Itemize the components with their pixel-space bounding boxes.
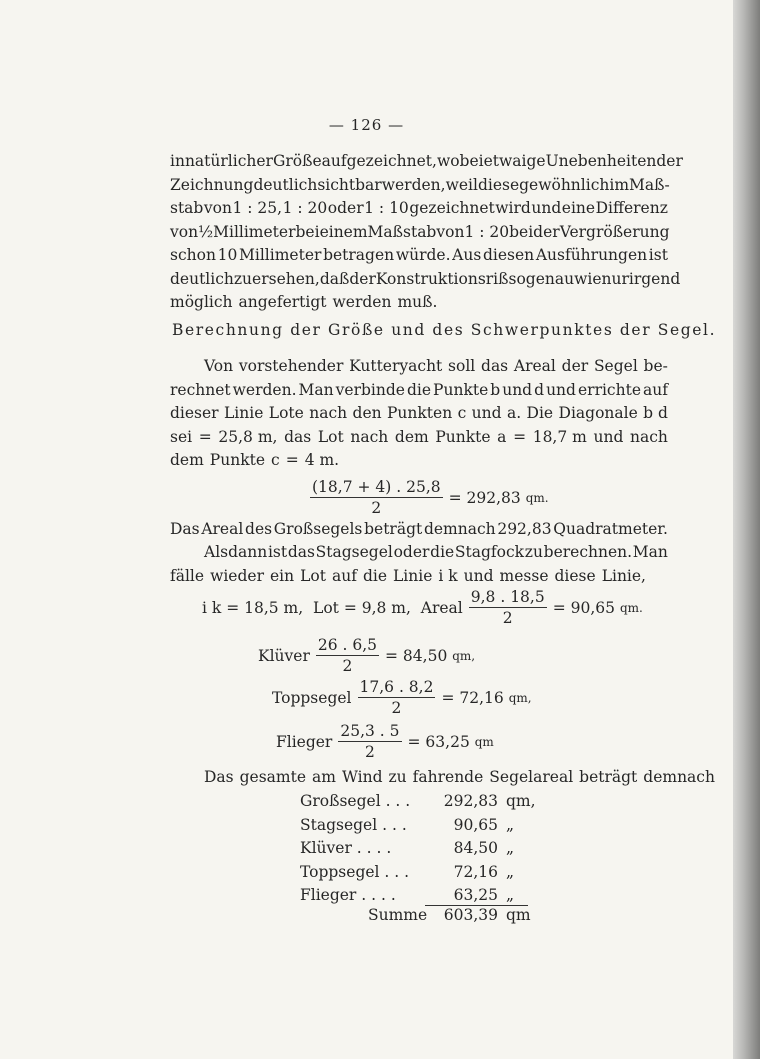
word: = [285, 451, 299, 469]
word: 4 m. [304, 451, 340, 469]
formula-denominator: 2 [342, 657, 353, 675]
word: Punkte [433, 380, 489, 399]
formula-result: = 63,25 [407, 732, 470, 751]
word: schon [170, 246, 216, 264]
word: Kutteryacht [349, 357, 443, 375]
word: a. [506, 404, 522, 422]
sail-name: Toppsegel . . . [300, 862, 410, 881]
word: die [406, 380, 432, 399]
table-row [300, 814, 546, 838]
word: sei [170, 427, 193, 446]
word: d [534, 380, 545, 399]
formula-result: = 292,83 [448, 488, 521, 507]
word: dieser [170, 404, 219, 422]
sail-area-unit: „ [506, 839, 515, 857]
word: daß [319, 269, 350, 288]
word: gezeichnet [409, 199, 495, 217]
word: 18,7 m [532, 427, 587, 446]
word: Man [298, 380, 334, 399]
sail-area-unit: qm, [506, 792, 536, 810]
word: in [170, 152, 185, 170]
word: Segel [593, 357, 638, 375]
word: und [531, 199, 562, 217]
word: eine [561, 199, 596, 217]
word: zu [524, 543, 543, 561]
word: Maß- [629, 175, 670, 194]
word: Linie [224, 404, 264, 422]
word: demnach [643, 768, 715, 786]
word: verbinde [335, 380, 405, 399]
sail-area-value: 72,16 [453, 862, 498, 881]
paragraph-grosssegel-result [170, 518, 668, 542]
word: werden, [381, 175, 446, 194]
word: Großsegels [273, 520, 363, 538]
word: Ausführungen [535, 246, 648, 264]
word: 1 : 25, [232, 199, 283, 217]
word: nach [630, 427, 668, 446]
word: rechnet [170, 380, 231, 399]
word: Punkte [435, 427, 491, 446]
table-row [300, 884, 546, 908]
text-line [170, 244, 668, 268]
word: der [561, 357, 589, 375]
book-edge [733, 0, 760, 1059]
text-line [170, 221, 668, 245]
word: Lote [268, 404, 304, 422]
text-line [170, 426, 668, 450]
word: die [362, 566, 387, 585]
formula-kluever [258, 636, 475, 675]
word: zu [388, 768, 407, 786]
word: diese [477, 175, 520, 194]
table-row [300, 790, 546, 814]
text-line [170, 197, 668, 221]
word: das [287, 543, 315, 561]
word: ist [648, 246, 668, 264]
word: stab [170, 199, 204, 217]
sail-name: Stagsegel . . . [300, 815, 407, 834]
word: Die [526, 404, 554, 422]
formula-numerator: 17,6 . 8,2 [359, 678, 434, 696]
text-line [170, 291, 668, 315]
word: am [312, 768, 336, 786]
word: wieder [210, 566, 264, 585]
word: oder [393, 543, 430, 561]
word: der [656, 152, 683, 170]
formula-prefix: i k = 18,5 m, Lot = 9,8 m, Areal [202, 598, 463, 617]
word: beträgt [579, 768, 638, 786]
word: be- [643, 357, 668, 375]
word: oder [327, 199, 364, 217]
word: Größe [272, 152, 322, 170]
word: Differenz [595, 199, 668, 217]
formula-unit: qm, [508, 690, 532, 705]
word: und [502, 380, 533, 399]
word: Man [632, 543, 668, 561]
formula-numerator: (18,7 + 4) . 25,8 [312, 478, 441, 496]
text-line [170, 150, 683, 174]
formula-denominator: 2 [502, 609, 513, 627]
formula-denominator: 2 [371, 499, 382, 517]
word: diesen [482, 246, 535, 264]
formula-stagsegel [202, 588, 643, 627]
page-number: — 126 — [328, 116, 405, 134]
formula-result: = 90,65 [552, 598, 616, 617]
formula-numerator: 26 . 6,5 [317, 636, 378, 654]
word: berechnen. [543, 543, 633, 561]
text-line [170, 766, 715, 790]
word: irgend [628, 269, 681, 288]
table-row [300, 837, 546, 861]
formula-grosssegel [304, 478, 549, 517]
word: Stagfock [454, 543, 525, 561]
word: b d [643, 404, 668, 422]
word: den [352, 404, 382, 422]
word: 1 : 20 [464, 222, 510, 241]
word: würde. [395, 246, 451, 264]
word: 292,83 [497, 520, 552, 538]
text-line [170, 518, 668, 542]
word: und [463, 566, 494, 585]
word: Unebenheiten [545, 152, 657, 170]
word: das [481, 357, 509, 375]
word: Segelareal [489, 768, 574, 786]
word: bei [509, 222, 534, 241]
word: Stagsegel [315, 543, 393, 561]
formula-denominator: 2 [391, 699, 402, 717]
word: = [198, 427, 212, 446]
text-line [170, 379, 668, 403]
table-row [300, 861, 546, 885]
word: Millimeter [239, 246, 322, 264]
sail-area-table [300, 790, 546, 908]
sail-area-unit: „ [506, 886, 515, 904]
text-line [170, 541, 668, 565]
word: nach [350, 427, 389, 446]
paragraph-total [170, 766, 715, 790]
word: fahrende [412, 768, 484, 786]
word: gewöhnlich [519, 175, 610, 194]
word: Punkte [209, 451, 265, 469]
word: Alsdann [204, 543, 268, 561]
word: Zeichnung [170, 175, 254, 194]
word: wobei [436, 152, 484, 170]
word: Von [204, 357, 234, 375]
word: messe [499, 566, 549, 585]
word: beträgt [364, 520, 423, 538]
word: einem [319, 222, 368, 241]
formula-label: Flieger [276, 732, 333, 751]
word: Punkten [387, 404, 453, 422]
word: Maßstab [367, 222, 437, 241]
word: wie [574, 269, 602, 288]
text-line [170, 174, 668, 198]
word: a [497, 427, 507, 446]
word: im [609, 175, 630, 194]
sail-name: Klüver . . . . [300, 839, 392, 857]
text-line [170, 268, 681, 292]
word: und [546, 380, 576, 399]
word: 25,8 m, [218, 427, 278, 446]
word: Lot [317, 427, 344, 446]
word: Millimeter [213, 222, 296, 241]
word: der [533, 222, 560, 241]
word: Wind [341, 768, 383, 786]
word: wird [495, 199, 531, 217]
word: deutlich [170, 269, 234, 288]
sail-name: Flieger . . . . [300, 886, 396, 904]
formula-label: Klüver [258, 646, 310, 665]
word: ist [267, 543, 288, 561]
word: von [436, 222, 465, 241]
word: zu [233, 269, 253, 288]
word: natürlicher [184, 152, 273, 170]
word: angefertigt [238, 293, 327, 311]
word: ein [269, 566, 295, 585]
word: fälle [170, 566, 205, 585]
word: Linie [393, 566, 433, 585]
formula-unit: qm. [525, 490, 549, 505]
word: von [203, 199, 232, 217]
word: das [284, 427, 312, 446]
paragraph-kutter [170, 355, 668, 473]
sail-name: Großsegel . . . [300, 792, 411, 810]
word: Quadratmeter. [553, 520, 668, 538]
text-line [170, 449, 668, 473]
word: gesamte [239, 768, 307, 786]
sail-area-value: 292,83 [443, 792, 498, 810]
word: vorstehender [238, 357, 344, 375]
sail-area-value: 84,50 [453, 839, 498, 857]
word: so [508, 269, 526, 288]
sum-label: Summe [368, 906, 428, 924]
word: b [490, 380, 501, 399]
word: etwaige [483, 152, 546, 170]
word: 1 : 20 [282, 199, 328, 217]
word: auf [331, 566, 357, 585]
word: der [349, 269, 376, 288]
formula-result: = 84,50 [385, 646, 448, 665]
word: und [593, 427, 624, 446]
sail-area-unit: „ [506, 862, 515, 881]
sum-unit: qm [506, 906, 531, 924]
sum-value: 603,39 [443, 906, 498, 924]
sum-row [368, 906, 531, 924]
sail-area-unit: „ [506, 815, 515, 834]
word: Lot [300, 566, 326, 585]
text-line [170, 402, 668, 426]
formula-toppsegel [272, 678, 532, 717]
word: = [513, 427, 527, 446]
word: möglich [170, 293, 233, 311]
word: Areal [513, 357, 556, 375]
word: werden [332, 293, 392, 311]
word: des [245, 520, 273, 538]
formula-numerator: 25,3 . 5 [340, 722, 400, 740]
word: Aus [452, 246, 482, 264]
word: diese [554, 566, 596, 585]
word: Areal [201, 520, 244, 538]
word: und [471, 404, 502, 422]
section-heading: Berechnung der Größe und des Schwerpunktes der Segel. [172, 321, 717, 339]
word: weil [445, 175, 478, 194]
formula-result: = 72,16 [441, 688, 504, 707]
formula-unit: qm [474, 734, 494, 749]
word: nur [601, 269, 629, 288]
word: demnach [423, 520, 496, 538]
word: c [457, 404, 467, 422]
word: dem [394, 427, 429, 446]
word: c [271, 451, 280, 469]
word: die [430, 543, 455, 561]
word: i k [438, 566, 458, 585]
word: auf [643, 380, 668, 399]
sail-area-value: 90,65 [453, 815, 498, 834]
word: dem [170, 451, 204, 469]
word: ersehen, [252, 269, 320, 288]
formula-label: Toppsegel [272, 688, 352, 707]
formula-unit: qm. [619, 600, 643, 615]
paragraph-intro [170, 150, 683, 315]
formula-denominator: 2 [365, 743, 375, 761]
word: Das [170, 520, 200, 538]
word: genau [525, 269, 575, 288]
word: errichte [577, 380, 641, 399]
word: betragen [323, 246, 395, 264]
text-line [170, 565, 668, 589]
word: muß. [397, 293, 438, 311]
word: aufgezeichnet, [321, 152, 437, 170]
word: soll [448, 357, 476, 375]
word: 10 [217, 246, 238, 264]
word: Konstruktionsriß [375, 269, 509, 288]
word: ½ [198, 222, 214, 241]
word: bei [295, 222, 320, 241]
word: deutlich [253, 175, 318, 194]
formula-flieger [276, 722, 494, 761]
sail-area-value: 63,25 [453, 886, 498, 904]
word: 1 : 10 [364, 199, 409, 217]
formula-unit: qm, [452, 648, 476, 663]
word: Linie, [601, 566, 646, 585]
paragraph-stagsegel [170, 541, 668, 588]
word: nach [309, 404, 348, 422]
text-line [170, 355, 668, 379]
word: Vergrößerung [559, 222, 670, 241]
formula-numerator: 9,8 . 18,5 [470, 588, 545, 606]
word: Diagonale [558, 404, 638, 422]
word: werden. [232, 380, 297, 399]
word: Das [204, 768, 234, 786]
word: von [170, 222, 199, 241]
word: sichtbar [317, 175, 382, 194]
